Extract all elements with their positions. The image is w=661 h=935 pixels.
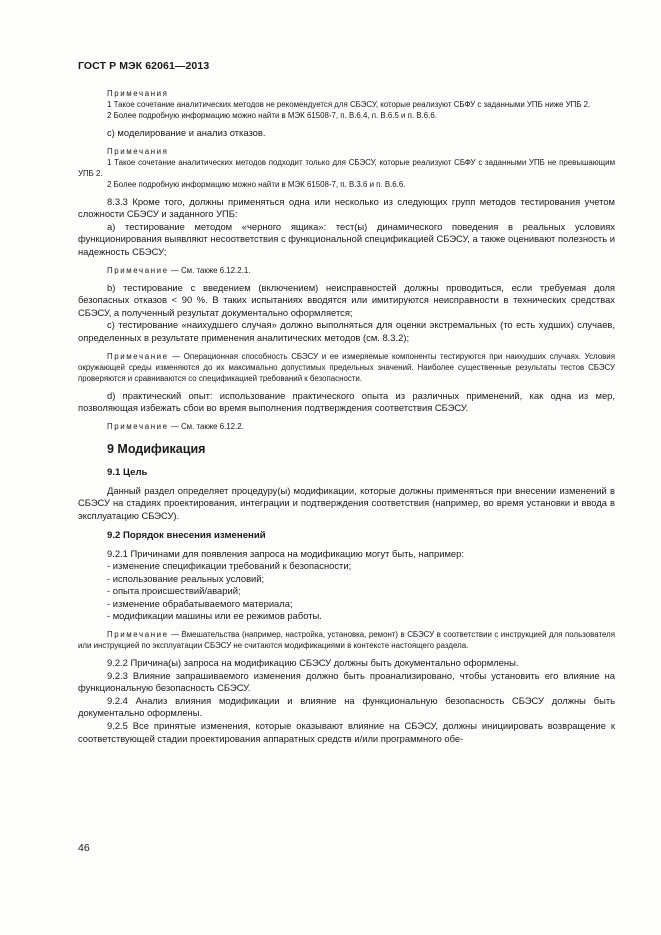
note-item: 2 Более подробную информацию можно найти в МЭК 61508-7, п. В.6.4, п. В.6.5 и п. В.6.6. [107, 111, 437, 120]
section-heading-9-2: 9.2 Порядок внесения изменений [107, 529, 266, 541]
paragraph-8-3-3: 8.3.3 Кроме того, должны применяться одна или несколько из следующих групп методов тестирования учетом сложности СБЭСУ и заданного УПБ: [78, 195, 615, 220]
note-text: — См. также 6.12.2. [170, 421, 244, 431]
paragraph-9-2-5: 9.2.5 Все принятые изменения, которые оказывают влияние на СБЭСУ, должны инициировать возвращение к соответствующей стадии проектирования аппаратных средств и/или программного обе- [78, 720, 615, 744]
paragraph-9-2-3: 9.2.3 Влияние запрашиваемого изменения должно быть проанализировано, чтобы установить его влияние на функциональную безопасность СБЭСУ. [78, 669, 615, 694]
paragraph-b: b) тестирование с введением (включением) неисправностей должны проводиться, если требуемая доля безопасных отказов < 90 %. В таких испытаниях вводятся или имитируются неисправности в технических средствах СБЭСУ, а полученный результат документально оформляется; [78, 281, 615, 318]
note-item: 2 Более подробную информацию можно найти в МЭК 61508-7, п. В.3.6 и п. В.6.6. [107, 179, 406, 189]
note-label: Примечание [107, 421, 169, 431]
list-item: - изменение спецификации требований к безопасности; [107, 560, 352, 572]
note [78, 629, 615, 651]
paragraph-9-2-4: 9.2.4 Анализ влияния модификации и влияние на функциональную безопасность СБЭСУ должны быть документально оформлены. [78, 694, 615, 719]
paragraph-d: d) практический опыт: использование практического опыта из различных применений, как одна из мер, позволяющая избежать сбои во время выполнения подтверждения соответствия СБЭСУ. [78, 389, 615, 414]
section-heading-9: 9 Модификация [107, 441, 206, 456]
note-text: — Вмешательства (например, настройка, установка, ремонт) в СБЭСУ в соответствии с инструкцией для пользователя или инструкцией по эксплуатации СБЭСУ не считаются модификациями в контексте настоящего раздела. [78, 630, 615, 651]
note-label: Примечания [107, 146, 169, 156]
paragraph-9-2-2: 9.2.2 Причина(ы) запроса на модификацию СБЭСУ должны быть документально оформлены. [107, 657, 519, 669]
note [78, 265, 615, 276]
paragraph-c: с) тестирование «наихудшего случая» должно выполняться для оценки экстремальных (то есть худших) случаев, определенных в результате применения аналитических методов (см. 8.3.2); [78, 319, 615, 343]
note-text: — См. также 6.12.2.1. [170, 265, 251, 275]
section-heading-9-1: 9.1 Цель [107, 466, 148, 478]
note-text: — Операционная способность СБЭСУ и ее измеряемые компоненты тестируются при наихудших случаях. Условия окружающей среды изменяются до их максимально допустимых предельных значений. Наиболее существенные результаты тестов СБЭСУ проверяются и сравниваются со спецификацией требований к безопасности. [78, 351, 615, 383]
page-body [78, 88, 615, 745]
note-item: 1 Такое сочетание аналитических методов подходит только для СБЭСУ, которые реализуют СБФУ с заданными УПБ не превышающим УПБ 2. [78, 157, 615, 178]
note-label: Примечание [107, 351, 169, 361]
note-label: Примечание [107, 265, 169, 275]
note [78, 421, 615, 432]
paragraph-9-2-1: 9.2.1 Причинами для появления запроса на модификацию могут быть, например: [107, 547, 464, 559]
list-item: - модификации машины или ее режимов работы. [107, 610, 322, 622]
list-item: - изменение обрабатываемого материала; [107, 597, 293, 609]
note-label: Примечание [107, 630, 169, 640]
document-header: ГОСТ Р МЭК 62061—2013 [78, 60, 210, 72]
note-item: 1 Такое сочетание аналитических методов не рекомендуется для СБЭСУ, которые реализуют СБФУ с заданными УПБ ниже УПБ 2. [107, 100, 591, 109]
paragraph-a: а) тестирование методом «черного ящика»: тест(ы) динамического поведения в реальных условиях функционирования выявляют несоответствия с функциональной спецификацией СБЭСУ, а также оценивают полезность и надежность СБЭСУ; [78, 220, 615, 257]
note [78, 351, 615, 384]
paragraph-9-1: Данный раздел определяет процедуру(ы) модификации, которые должны применяться при внесении изменений в СБЭСУ на стадиях проектирования, интеграции и подтверждения соответствия (например, во время установки и ввода в эксплуатацию СБЭСУ). [78, 484, 615, 521]
list-item-c: с) моделирование и анализ отказов. [107, 127, 266, 138]
page-number: 46 [78, 842, 90, 854]
list-item: - опыта происшествий/аварий; [107, 585, 241, 597]
list-item: - использование реальных условий; [107, 572, 265, 584]
note-label: Примечания [107, 89, 169, 98]
